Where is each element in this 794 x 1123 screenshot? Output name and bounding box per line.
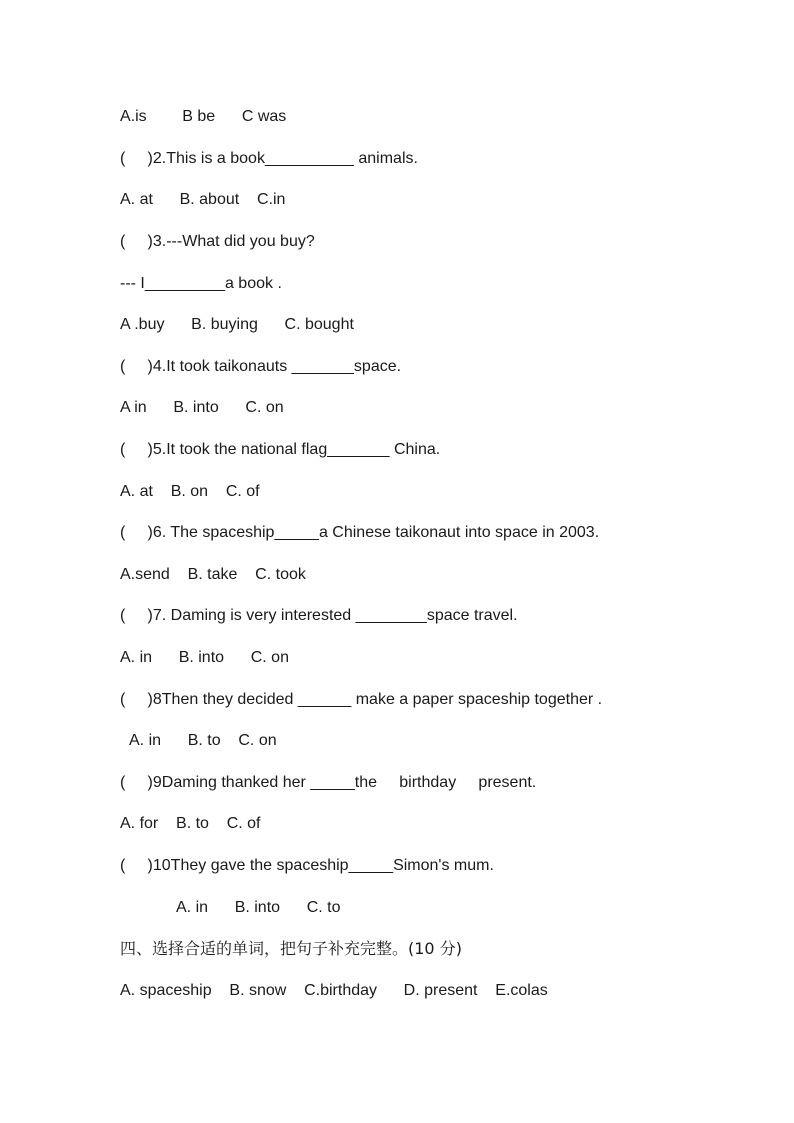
question-5: ( )5.It took the national flag_______ China. (120, 441, 441, 458)
answer-options-q2: A. at B. about C.in (120, 191, 286, 208)
question-4: ( )4.It took taikonauts _______space. (120, 358, 402, 375)
answer-options-q9: A. for B. to C. of (120, 815, 261, 832)
question-2: ( )2.This is a book__________ animals. (120, 150, 418, 167)
answer-options-q7: A. in B. into C. on (120, 649, 289, 666)
section-4-heading: 四、选择合适的单词，把句子补充完整。(10 分) (120, 939, 462, 958)
question-3: ( )3.---What did you buy? (120, 233, 315, 250)
question-6: ( )6. The spaceship_____a Chinese taikonaut into space in 2003. (120, 524, 600, 541)
answer-options-q8: A. in B. to C. on (129, 732, 277, 749)
question-9: ( )9Daming thanked her _____the birthday present. (120, 774, 537, 791)
answer-options-q3: A .buy B. buying C. bought (120, 316, 354, 333)
question-10: ( )10They gave the spaceship_____Simon's mum. (120, 857, 494, 874)
answer-options-q5: A. at B. on C. of (120, 483, 260, 500)
answer-options-q4: A in B. into C. on (120, 399, 284, 416)
question-3-response: --- I_________a book . (120, 275, 282, 292)
answer-options-q10: A. in B. into C. to (176, 899, 341, 916)
word-bank: A. spaceship B. snow C.birthday D. present E.colas (120, 982, 548, 999)
answer-options-q6: A.send B. take C. took (120, 566, 306, 583)
question-8: ( )8Then they decided ______ make a paper spaceship together . (120, 691, 603, 708)
question-7: ( )7. Daming is very interested ________space travel. (120, 607, 518, 624)
answer-options-q1: A.is B be C was (120, 108, 287, 125)
